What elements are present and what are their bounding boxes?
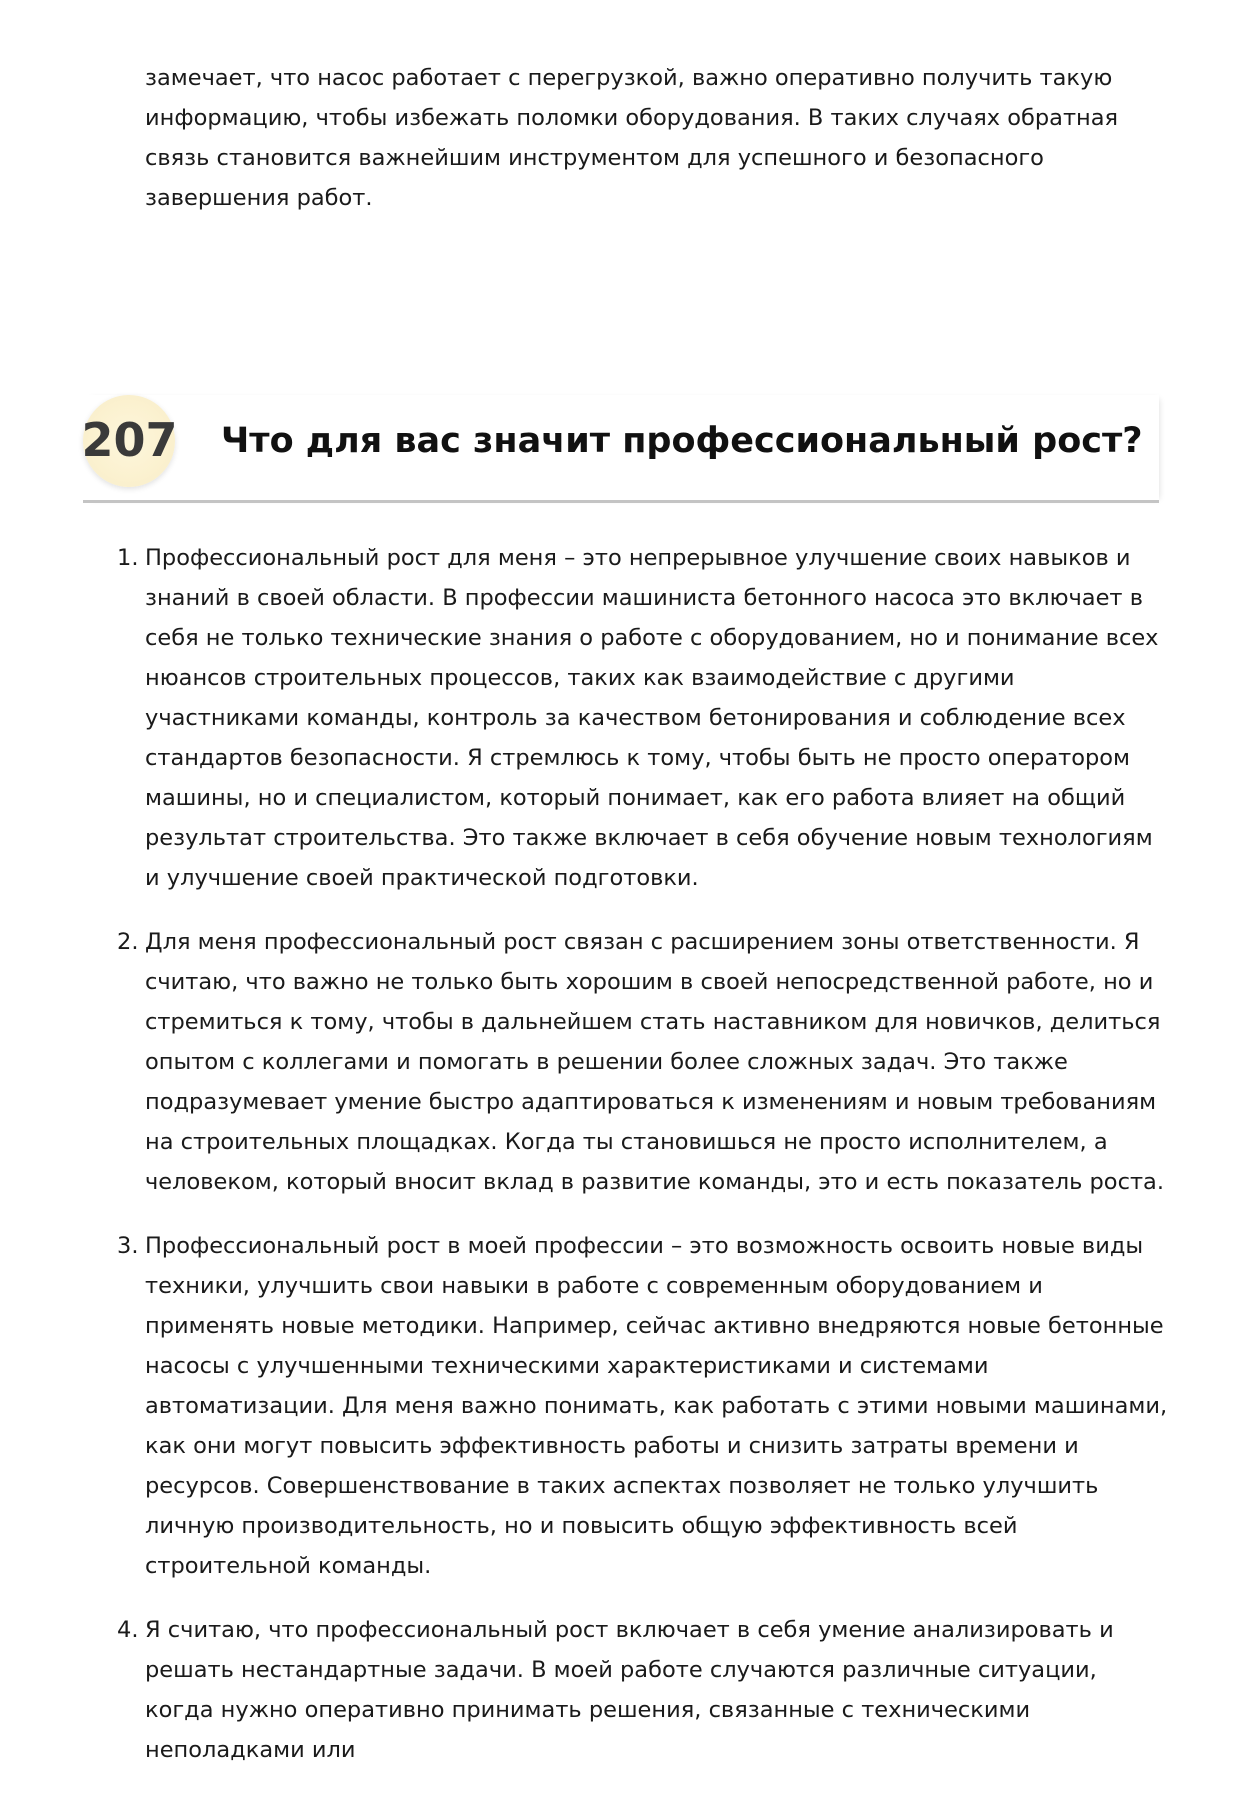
intro-paragraph: замечает, что насос работает с перегрузкой, важно оперативно получить такую информацию, чтобы избежать поломки оборудования. В таких случаях обратная связь становится важнейшим инструментом для успешного и безопасного завершения работ. [145, 65, 1119, 211]
answer-item [117, 922, 1170, 1202]
answer-number: 1. [117, 545, 139, 571]
answer-text: Профессиональный рост в моей профессии – это возможность освоить новые виды техники, улучшить свои навыки в работе с современным оборудованием и применять новые методики. Например, сейчас активно внедряются новые бетонные насосы с улучшенными техническими характеристиками и системами автоматизации. Для меня важно понимать, как работать с этими новыми машинами, как они могут повысить эффективность работы и снизить затраты времени и ресурсов. Совершенствование в таких аспектах позволяет не только улучшить личную производительность, но и повысить общую эффективность всей строительной команды. [145, 1233, 1168, 1579]
question-number: 207 [81, 413, 178, 467]
answer-text: Я считаю, что профессиональный рост включает в себя умение анализировать и решать нестандартные задачи. В моей работе случаются различные ситуации, когда нужно оперативно принимать решения, связанные с техническими неполадками или [145, 1617, 1114, 1763]
question-header [83, 395, 1159, 503]
answer-number: 4. [117, 1617, 139, 1643]
question-title: Что для вас значит профессиональный рост? [221, 421, 1143, 461]
answer-text: Для меня профессиональный рост связан с расширением зоны ответственности. Я считаю, что важно не только быть хорошим в своей непосредственной работе, но и стремиться к тому, чтобы в дальнейшем стать наставником для новичков, делиться опытом с коллегами и помогать в решении более сложных задач. Это также подразумевает умение быстро адаптироваться к изменениям и новым требованиям на строительных площадках. Когда ты становишься не просто исполнителем, а человеком, который вносит вклад в развитие команды, это и есть показатель роста. [145, 929, 1164, 1195]
answer-item [117, 538, 1170, 898]
answer-number: 3. [117, 1233, 139, 1259]
answer-item [117, 1226, 1170, 1586]
answer-item [117, 1610, 1170, 1770]
answer-text: Профессиональный рост для меня – это непрерывное улучшение своих навыков и знаний в своей области. В профессии машиниста бетонного насоса это включает в себя не только технические знания о работе с оборудованием, но и понимание всех нюансов строительных процессов, таких как взаимодействие с другими участниками команды, контроль за качеством бетонирования и соблюдение всех стандартов безопасности. Я стремлюсь к тому, чтобы быть не просто оператором машины, но и специалистом, который понимает, как его работа влияет на общий результат строительства. Это также включает в себя обучение новым технологиям и улучшение своей практической подготовки. [145, 545, 1159, 891]
answer-number: 2. [117, 929, 139, 955]
answer-list [117, 538, 1170, 1794]
